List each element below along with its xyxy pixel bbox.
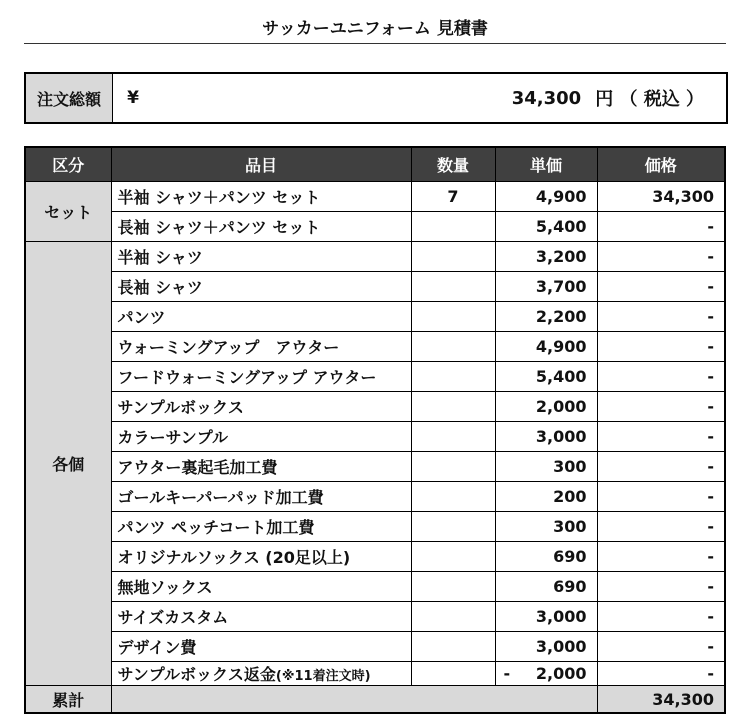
unit-price-value: 690 [553, 577, 587, 596]
table-row [25, 302, 725, 332]
item-cell [111, 182, 411, 212]
quote-table [24, 146, 726, 714]
unit-price-value: 3,000 [535, 607, 587, 626]
negative-sign: - [503, 664, 511, 683]
header-price: 価格 [597, 147, 725, 182]
item-cell [111, 662, 411, 686]
unit-price-cell [495, 662, 597, 686]
quantity-cell[interactable] [411, 362, 495, 392]
unit-price-cell [495, 512, 597, 542]
table-row [25, 332, 725, 362]
price-cell: - [597, 632, 725, 662]
unit-price-value: 690 [553, 547, 587, 566]
item-cell [111, 242, 411, 272]
item-cell [111, 302, 411, 332]
unit-price-cell [495, 212, 597, 242]
quantity-cell[interactable] [411, 632, 495, 662]
price-cell: - [597, 542, 725, 572]
header-item: 品目 [111, 147, 411, 182]
order-total-amount-cell[interactable] [153, 74, 726, 122]
price-cell: 34,300 [597, 182, 725, 212]
table-row [25, 242, 725, 272]
unit-price-value: 5,400 [535, 217, 587, 236]
page-title: サッカーユニフォーム 見積書 [262, 19, 488, 39]
item-cell [111, 332, 411, 362]
quantity-cell[interactable] [411, 242, 495, 272]
quantity-cell[interactable]: 7 [411, 182, 495, 212]
price-cell: - [597, 572, 725, 602]
price-cell: - [597, 512, 725, 542]
quantity-cell[interactable] [411, 392, 495, 422]
item-name: 長袖 シャツ [117, 278, 203, 297]
unit-price-value: 4,900 [535, 337, 587, 356]
price-cell: - [597, 422, 725, 452]
item-cell [111, 452, 411, 482]
quantity-cell[interactable] [411, 512, 495, 542]
item-name: 無地ソックス [117, 578, 213, 597]
price-cell: - [597, 452, 725, 482]
price-cell: - [597, 242, 725, 272]
unit-price-cell [495, 242, 597, 272]
item-name: 半袖 シャツ＋パンツ セット [117, 188, 321, 207]
unit-price-cell [495, 182, 597, 212]
item-name: ゴールキーパーパッド加工費 [117, 488, 324, 507]
table-row [25, 452, 725, 482]
item-cell [111, 482, 411, 512]
table-row [25, 602, 725, 632]
price-cell: - [597, 272, 725, 302]
item-name: アウター裏起毛加工費 [117, 458, 278, 477]
order-total-label: 注文総額 [26, 74, 113, 122]
sum-label: 累計 [25, 686, 111, 714]
quantity-cell[interactable] [411, 302, 495, 332]
header-quantity: 数量 [411, 147, 495, 182]
item-name: デザイン費 [117, 638, 197, 657]
item-cell [111, 572, 411, 602]
order-total-amount: 34,300 [511, 87, 582, 109]
unit-price-cell [495, 572, 597, 602]
table-row [25, 512, 725, 542]
quantity-cell[interactable] [411, 662, 495, 686]
item-cell [111, 272, 411, 302]
quantity-cell[interactable] [411, 212, 495, 242]
order-total-unit: 円 （ 税込 ） [595, 89, 704, 110]
unit-price-cell [495, 332, 597, 362]
item-name: サンプルボックス返金 [117, 665, 276, 684]
unit-price-cell [495, 602, 597, 632]
sum-price: 34,300 [597, 686, 725, 714]
category-cell: 各個 [25, 242, 111, 686]
unit-price-cell [495, 272, 597, 302]
unit-price-value: 3,200 [535, 247, 587, 266]
unit-price-value: 3,700 [535, 277, 587, 296]
unit-price-cell [495, 452, 597, 482]
table-row [25, 632, 725, 662]
unit-price-cell [495, 362, 597, 392]
order-total-box [24, 72, 728, 124]
item-name: サイズカスタム [117, 608, 229, 627]
unit-price-cell [495, 422, 597, 452]
quantity-cell[interactable] [411, 542, 495, 572]
price-cell: - [597, 662, 725, 686]
unit-price-cell [495, 542, 597, 572]
price-cell: - [597, 332, 725, 362]
item-cell [111, 632, 411, 662]
quantity-cell[interactable] [411, 602, 495, 632]
unit-price-cell [495, 392, 597, 422]
item-name: オリジナルソックス (20足以上) [117, 548, 351, 567]
price-cell: - [597, 482, 725, 512]
unit-price-cell [495, 302, 597, 332]
unit-price-cell [495, 632, 597, 662]
item-name: カラーサンプル [117, 428, 229, 447]
table-row [25, 662, 725, 686]
table-row [25, 482, 725, 512]
unit-price-value: 2,000 [535, 397, 587, 416]
table-row [25, 272, 725, 302]
unit-price-value: 2,200 [535, 307, 587, 326]
table-row [25, 572, 725, 602]
price-cell: - [597, 362, 725, 392]
table-row [25, 392, 725, 422]
table-row [25, 362, 725, 392]
table-row [25, 212, 725, 242]
item-name: パンツ [117, 308, 166, 327]
price-cell: - [597, 302, 725, 332]
item-cell [111, 362, 411, 392]
category-cell: セット [25, 182, 111, 242]
table-row [25, 182, 725, 212]
title-underline [24, 43, 726, 44]
price-cell: - [597, 602, 725, 632]
quantity-cell[interactable] [411, 332, 495, 362]
quantity-cell[interactable] [411, 452, 495, 482]
item-name: サンプルボックス [117, 398, 244, 417]
item-cell [111, 542, 411, 572]
unit-price-cell [495, 482, 597, 512]
quantity-cell[interactable] [411, 272, 495, 302]
quantity-cell[interactable] [411, 482, 495, 512]
unit-price-value: 3,000 [535, 427, 587, 446]
yen-symbol: ¥ [127, 88, 139, 108]
price-cell: - [597, 212, 725, 242]
item-name: 長袖 シャツ＋パンツ セット [117, 218, 321, 237]
table-row [25, 422, 725, 452]
item-cell [111, 602, 411, 632]
item-cell [111, 422, 411, 452]
sum-row [25, 686, 725, 714]
unit-price-value: 300 [553, 457, 587, 476]
unit-price-value: 300 [553, 517, 587, 536]
item-cell [111, 212, 411, 242]
item-name: 半袖 シャツ [117, 248, 203, 267]
item-name: フードウォーミングアップ アウター [117, 368, 377, 387]
unit-price-value: 3,000 [535, 637, 587, 656]
header-row [25, 147, 725, 182]
item-note: (※11着注文時) [275, 669, 371, 684]
unit-price-value: 2,000 [535, 664, 587, 683]
header-unit-price: 単価 [495, 147, 597, 182]
unit-price-value: 5,400 [535, 367, 587, 386]
price-cell: - [597, 392, 725, 422]
item-name: ウォーミングアップ アウター [117, 338, 340, 357]
table-row [25, 542, 725, 572]
quantity-cell[interactable] [411, 572, 495, 602]
quantity-cell[interactable] [411, 422, 495, 452]
item-cell [111, 392, 411, 422]
header-category: 区分 [25, 147, 111, 182]
unit-price-value: 200 [553, 487, 587, 506]
sum-blank [111, 686, 597, 714]
unit-price-value: 4,900 [535, 187, 587, 206]
item-name: パンツ ペッチコート加工費 [117, 518, 315, 537]
item-cell [111, 512, 411, 542]
